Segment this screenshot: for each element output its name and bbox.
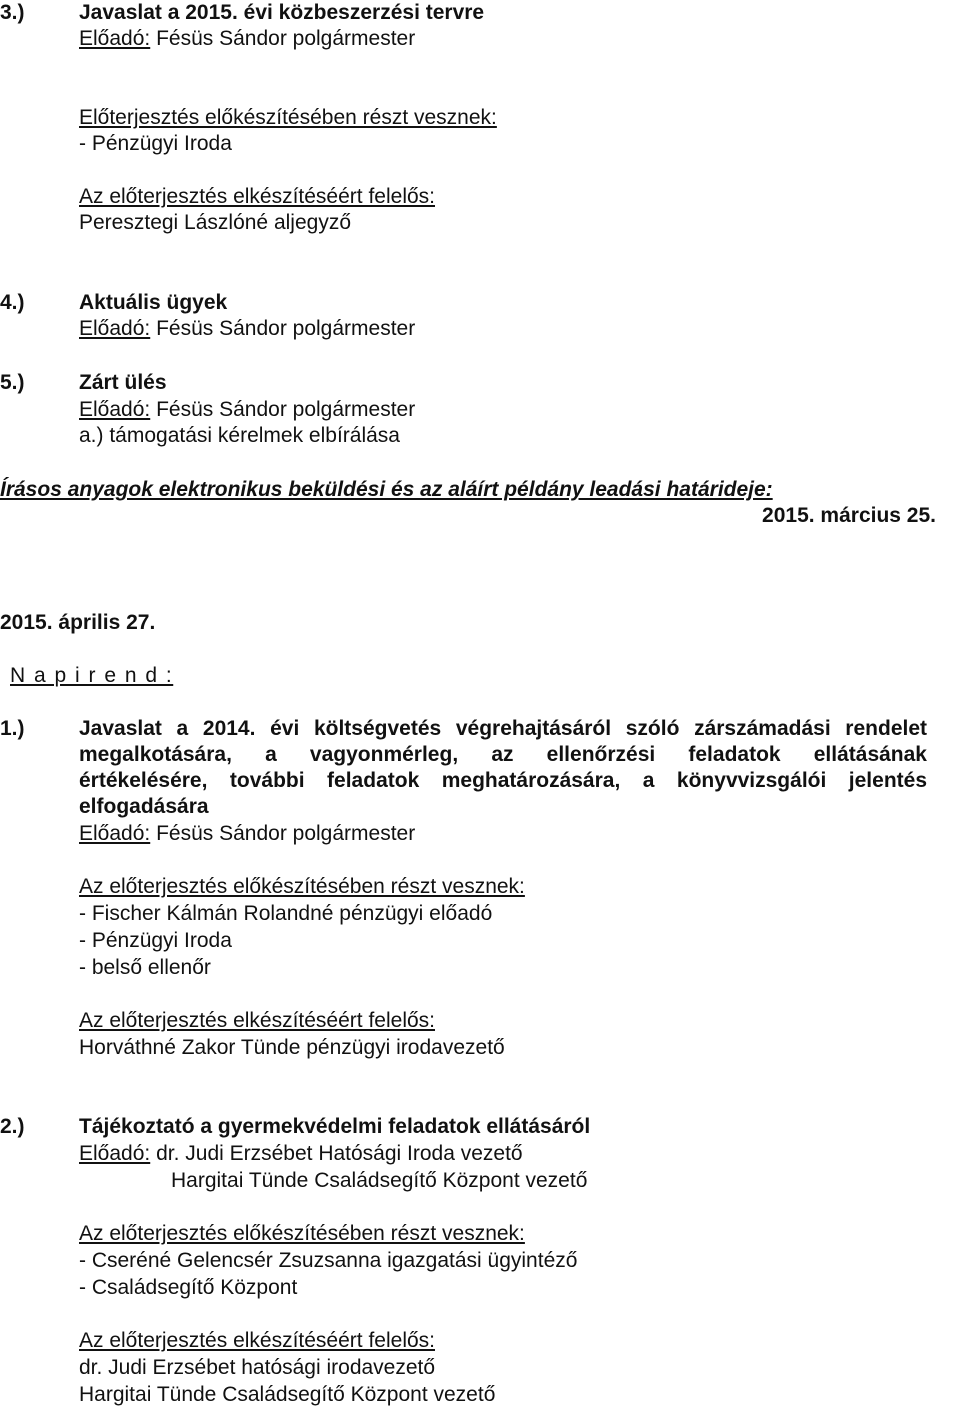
agenda1-prep-item: - Fischer Kálmán Rolandné pénzügyi előadó bbox=[79, 902, 493, 925]
agenda1-prep-item: - Pénzügyi Iroda bbox=[79, 929, 232, 952]
item3-number: 3.) bbox=[0, 1, 25, 24]
agenda2-title: Tájékoztató a gyermekvédelmi feladatok ellátásáról bbox=[79, 1115, 591, 1138]
deadline-text: Írásos anyagok elektronikus beküldési és az aláírt példány leadási határideje: bbox=[0, 478, 773, 501]
item3-resp-label: Az előterjesztés elkészítéséért felelős: bbox=[79, 185, 435, 208]
agenda2-presenter-name: Hargitai Tünde Családsegítő Központ vezető bbox=[171, 1169, 588, 1192]
agenda2-resp-name: Hargitai Tünde Családsegítő Központ vezető bbox=[79, 1383, 496, 1406]
agenda1-title-line: értékelésére, további feladatok meghatározására, a könyvvizsgálói jelentés bbox=[79, 769, 927, 792]
item4-presenter bbox=[79, 316, 415, 342]
agenda1-resp-name: Horváthné Zakor Tünde pénzügyi irodavezető bbox=[79, 1036, 505, 1059]
agenda2-presenter bbox=[79, 1141, 523, 1167]
agenda2-presenter-label: Előadó: bbox=[79, 1142, 151, 1165]
item3-presenter bbox=[79, 26, 415, 52]
item5-presenter-name: Fésüs Sándor polgármester bbox=[156, 398, 416, 421]
item5-number: 5.) bbox=[0, 371, 25, 394]
agenda2-prep-item: - Családsegítő Központ bbox=[79, 1276, 298, 1299]
agenda2-prep-label: Az előterjesztés előkészítésében részt vesznek: bbox=[79, 1222, 525, 1245]
agenda1-title-line: megalkotására, a vagyonmérleg, az ellenőrzési feladatok ellátásának bbox=[79, 743, 927, 766]
agenda1-title-line: Javaslat a 2014. évi költségvetés végrehajtásáról szóló zárszámadási rendelet bbox=[79, 717, 927, 740]
item3-prep-label: Előterjesztés előkészítésében részt vesznek: bbox=[79, 106, 497, 129]
item4-heading bbox=[0, 290, 227, 316]
item4-number: 4.) bbox=[0, 291, 25, 314]
item3-presenter-label: Előadó: bbox=[79, 27, 151, 50]
item5-presenter bbox=[79, 397, 415, 423]
item5-heading bbox=[0, 370, 167, 396]
agenda-label: N a p i r e n d : bbox=[10, 664, 174, 687]
agenda2-resp-name: dr. Judi Erzsébet hatósági irodavezető bbox=[79, 1356, 436, 1379]
item4-title: Aktuális ügyek bbox=[79, 291, 228, 314]
agenda2-presenter-name: dr. Judi Erzsébet Hatósági Iroda vezető bbox=[156, 1142, 523, 1165]
agenda1-title-line: elfogadására bbox=[79, 795, 209, 818]
meeting-date: 2015. április 27. bbox=[0, 611, 156, 634]
item5-title: Zárt ülés bbox=[79, 371, 167, 394]
agenda1-number: 1.) bbox=[0, 717, 25, 740]
deadline-date: 2015. március 25. bbox=[762, 504, 936, 527]
agenda1-presenter-name: Fésüs Sándor polgármester bbox=[156, 822, 416, 845]
agenda1-prep-item: - belső ellenőr bbox=[79, 956, 211, 979]
agenda1-prep-label: Az előterjesztés előkészítésében részt vesznek: bbox=[79, 875, 525, 898]
item4-presenter-label: Előadó: bbox=[79, 317, 151, 340]
item3-presenter-name: Fésüs Sándor polgármester bbox=[156, 27, 416, 50]
item4-presenter-name: Fésüs Sándor polgármester bbox=[156, 317, 416, 340]
agenda2-prep-item: - Cseréné Gelencsér Zsuzsanna igazgatási ügyintéző bbox=[79, 1249, 578, 1272]
item3-title: Javaslat a 2015. évi közbeszerzési tervre bbox=[79, 1, 485, 24]
item3-prep-item: - Pénzügyi Iroda bbox=[79, 132, 232, 155]
agenda2-resp-label: Az előterjesztés elkészítéséért felelős: bbox=[79, 1329, 435, 1352]
agenda1-resp-label: Az előterjesztés elkészítéséért felelős: bbox=[79, 1009, 435, 1032]
agenda1-presenter-label: Előadó: bbox=[79, 822, 151, 845]
item3-resp-name: Peresztegi Lászlóné aljegyző bbox=[79, 211, 351, 234]
agenda1-presenter bbox=[79, 821, 415, 847]
agenda2-number: 2.) bbox=[0, 1115, 25, 1138]
item5-sub-a: a.) támogatási kérelmek elbírálása bbox=[79, 424, 400, 447]
agenda2-heading bbox=[0, 1114, 590, 1140]
item3-heading bbox=[0, 0, 484, 26]
item5-presenter-label: Előadó: bbox=[79, 398, 151, 421]
